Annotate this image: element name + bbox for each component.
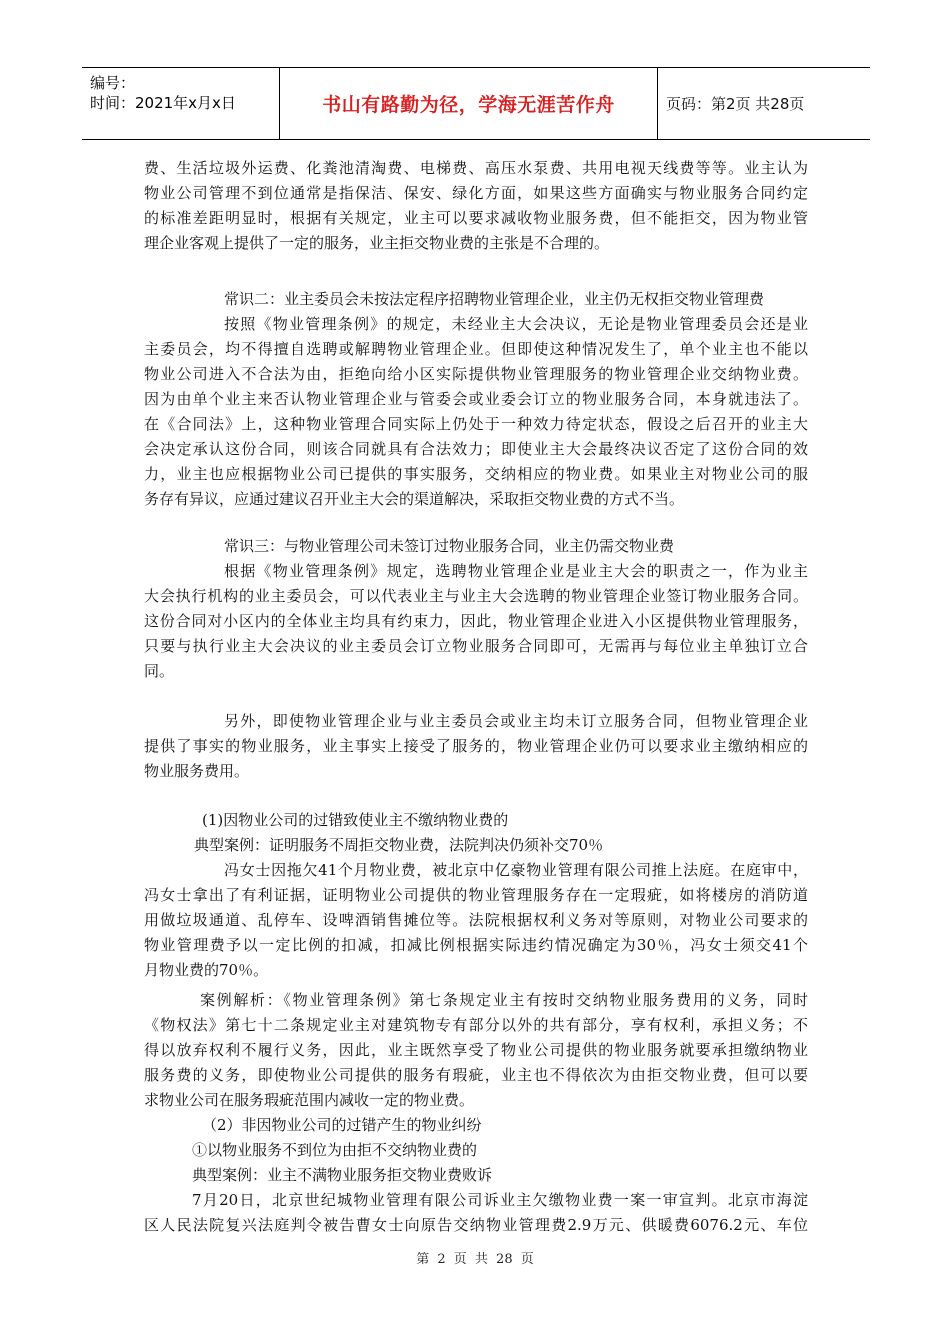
body-line: 用做垃圾通道、乱停车、设啤酒销售摊位等。法院根据权利义务对等原则，对物业公司要求的	[144, 911, 808, 929]
header-page-cell	[658, 68, 870, 139]
body-line: 物业公司进入不合法为由，拒绝向给小区实际提供物业管理服务的物业管理企业交纳物业费。	[144, 365, 808, 383]
page-footer: 第 2 页 共 28 页	[416, 1252, 534, 1267]
body-line: 的标准差距明显时，根据有关规定，业主可以要求减收物业服务费，但不能拒交，因为物业管	[144, 209, 808, 227]
body-line: 服务费的义务，即使物业公司提供的服务有瑕疵，业主也不得依次为由拒交物业费，但可以要	[144, 1066, 808, 1084]
body-line: 另外，即使物业管理企业与业主委员会或业主均未订立服务合同，但物业管理企业	[224, 712, 808, 730]
case-subheading: ①以物业服务不到位为由拒不交纳物业费的	[192, 1141, 478, 1159]
section-heading-3: 常识三：与物业管理公司未签订过物业服务合同，业主仍需交物业费	[224, 537, 675, 555]
body-line: 物业管理费予以一定比例的扣减，扣减比例根据实际违约情况确定为30％，冯女士须交41个	[144, 936, 808, 954]
header-page-info: 页码：第2页 共28页	[666, 95, 805, 113]
body-line: 务存有异议，应通过建议召开业主大会的渠道解决，采取拒交物业费的方式不当。	[144, 490, 685, 508]
body-line: 冯女士因拖欠41个月物业费，被北京中亿豪物业管理有限公司推上法庭。在庭审中，	[224, 861, 808, 879]
body-line: 《物权法》第七十二条规定业主对建筑物专有部分以外的共有部分，享有权利，承担义务；不	[144, 1016, 808, 1034]
header-motto-cell	[280, 68, 658, 139]
case-title-2: 典型案例：业主不满物业服务拒交物业费败诉	[192, 1166, 493, 1184]
body-line: 按照《物业管理条例》的规定，未经业主大会决议，无论是物业管理委员会还是业	[224, 315, 808, 333]
page-header	[82, 67, 870, 140]
case-title-1: 典型案例：证明服务不周拒交物业费，法院判决仍须补交70％	[194, 836, 604, 854]
document-date: 时间：2021年x月x日	[90, 94, 236, 112]
body-line: 在《合同法》上，这种物业管理合同实际上仍处于一种效力待定状态，假设之后召开的业主大	[144, 415, 808, 433]
header-motto: 书山有路勤为径，学海无涯苦作舟	[322, 94, 615, 116]
body-line: 主委员会，均不得擅自选聘或解聘物业管理企业。但即使这种情况发生了，单个业主也不能以	[144, 340, 808, 358]
body-line: 案例解析：《物业管理条例》第七条规定业主有按时交纳物业服务费用的义务，同时	[200, 991, 808, 1009]
body-line: 同。	[144, 662, 175, 680]
header-meta	[82, 68, 280, 139]
body-line: 物业服务费用。	[144, 762, 250, 780]
body-line: 力，业主也应根据物业公司已提供的事实服务，交纳相应的物业费。如果业主对物业公司的服	[144, 465, 808, 483]
body-line: 理企业客观上提供了一定的服务，业主拒交物业费的主张是不合理的。	[144, 234, 610, 252]
body-line: 因为由单个业主来否认物业管理企业与管委会或业委会订立的物业服务合同，本身就违法了。	[144, 390, 808, 408]
body-line: 7月20日，北京世纪城物业管理有限公司诉业主欠缴物业费一案一审宣判。北京市海淀	[192, 1191, 808, 1209]
body-line: 只要与执行业主大会决议的业主委员会订立物业服务合同即可，无需再与每位业主单独订立合	[144, 637, 808, 655]
document-number-label: 编号：	[90, 74, 136, 92]
case-heading-1: (1)因物业公司的过错致使业主不缴纳物业费的	[202, 811, 509, 829]
body-line: 会决定承认这份合同，则该合同就具有合法效力；即使业主大会最终决议否定了这份合同的效	[144, 440, 808, 458]
body-line: 冯女士拿出了有利证据，证明物业公司提供的物业管理服务存在一定瑕疵，如将楼房的消防道	[144, 886, 808, 904]
body-line: 费、生活垃圾外运费、化粪池清淘费、电梯费、高压水泵费、共用电视天线费等等。业主认为	[144, 159, 808, 177]
body-line: 求物业公司在服务瑕疵范围内减收一定的物业费。	[144, 1091, 475, 1109]
body-line: 月物业费的70％。	[144, 961, 269, 979]
body-line: 物业公司管理不到位通常是指保洁、保安、绿化方面，如果这些方面确实与物业服务合同约定	[144, 184, 808, 202]
body-line: 提供了事实的物业服务，业主事实上接受了服务的，物业管理企业仍可以要求业主缴纳相应的	[144, 737, 808, 755]
section-heading-2: 常识二：业主委员会未按法定程序招聘物业管理企业，业主仍无权拒交物业管理费	[224, 290, 765, 308]
body-line: 得以放弃权利不履行义务，因此，业主既然享受了物业公司提供的物业服务就要承担缴纳物业	[144, 1041, 808, 1059]
body-line: 大会执行机构的业主委员会，可以代表业主与业主大会选聘的物业管理企业签订物业服务合同。	[144, 587, 808, 605]
case-heading-2: （2）非因物业公司的过错产生的物业纠纷	[202, 1116, 482, 1134]
body-line: 根据《物业管理条例》规定，选聘物业管理企业是业主大会的职责之一，作为业主	[224, 562, 808, 580]
body-line: 这份合同对小区内的全体业主均具有约束力，因此，物业管理企业进入小区提供物业管理服务，	[144, 612, 808, 630]
body-line: 区人民法院复兴法庭判令被告曹女士向原告交纳物业管理费2.9万元、供暖费6076.2元、车位	[144, 1216, 808, 1234]
